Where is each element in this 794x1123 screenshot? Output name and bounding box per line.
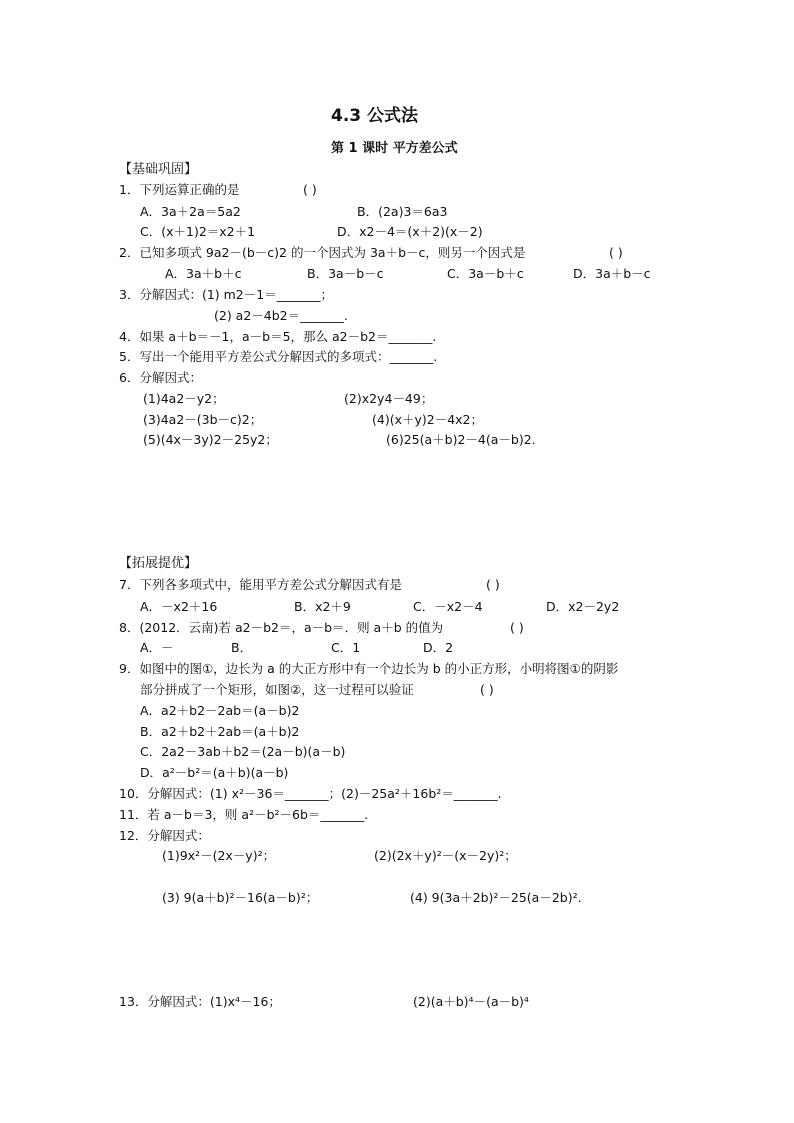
- q2-option-b: B．3a－b－c: [307, 266, 384, 281]
- section-extend: 【拓展提优】: [119, 556, 198, 571]
- q9-option-a: A．a2＋b2－2ab＝(a－b)2: [140, 703, 300, 718]
- q6-part5: (5)(4x－3y)2－25y2；: [143, 432, 278, 447]
- q7-option-a: A．－x2＋16: [140, 599, 218, 614]
- q12-part1: (1)9x²－(2x－y)²；: [162, 848, 276, 863]
- q2-stem: 2．已知多项式 9a2－(b－c)2 的一个因式为 3a＋b－c，则另一个因式是: [119, 245, 526, 260]
- q6-stem: 6．分解因式：: [119, 370, 202, 385]
- q2-option-c: C．3a－b＋c: [447, 266, 524, 281]
- page-subtitle: 第 1 课时 平方差公式: [331, 141, 458, 156]
- q6-part4: (4)(x＋y)2－4x2；: [372, 412, 484, 427]
- q7-option-b: B．x2＋9: [294, 599, 351, 614]
- page-title: 4.3 公式法: [331, 106, 419, 126]
- q8-answer-paren: ( ): [510, 620, 524, 635]
- q8-option-c: C．1: [331, 640, 361, 655]
- q12-part2: (2)(2x＋y)²－(x－2y)²；: [374, 848, 517, 863]
- q7-stem: 7．下列各多项式中，能用平方差公式分解因式有是: [119, 577, 402, 592]
- q11: 11．若 a－b＝3，则 a²－b²－6b＝_______.: [119, 807, 369, 822]
- q6-part1: (1)4a2－y2；: [143, 391, 225, 406]
- q1-option-a: A．3a＋2a＝5a2: [140, 204, 241, 219]
- q10: 10．分解因式：(1) x²－36＝_______；(2)－25a²＋16b²＝_______.: [119, 786, 502, 801]
- q13-stem: 13．分解因式：(1)x⁴－16；: [119, 994, 281, 1009]
- q1-option-b: B．(2a)3＝6a3: [357, 204, 448, 219]
- q3-line2: (2) a2－4b2＝_______.: [214, 308, 348, 323]
- q9-option-c: C．2a2－3ab＋b2＝(2a－b)(a－b): [140, 744, 346, 759]
- q9-option-b: B．a2＋b2＋2ab＝(a＋b)2: [140, 724, 300, 739]
- q7-option-c: C．－x2－4: [413, 599, 483, 614]
- q3-line1: 3．分解因式：(1) m2－1＝_______；: [119, 287, 333, 302]
- q4: 4．如果 a＋b＝－1，a－b＝5，那么 a2－b2＝_______.: [119, 329, 437, 344]
- q1-stem: 1．下列运算正确的是: [119, 182, 240, 197]
- q2-answer-paren: ( ): [609, 245, 623, 260]
- q8-stem: 8．(2012．云南)若 a2－b2＝，a－b＝．则 a＋b 的值为: [119, 620, 444, 635]
- q7-option-d: D．x2－2y2: [546, 599, 620, 614]
- q8-option-b: B．: [231, 640, 253, 655]
- q7-answer-paren: ( ): [486, 577, 500, 592]
- q9-line1: 9．如图中的图①，边长为 a 的大正方形中有一个边长为 b 的小正方形，小明将图①的阴影: [119, 661, 619, 676]
- q6-part3: (3)4a2－(3b－c)2；: [143, 412, 263, 427]
- q2-option-d: D．3a＋b－c: [573, 266, 651, 281]
- q2-option-a: A．3a＋b＋c: [165, 266, 242, 281]
- q6-part2: (2)x2y4－49；: [344, 391, 434, 406]
- q12-stem: 12．分解因式：: [119, 828, 210, 843]
- q8-option-d: D．2: [423, 640, 454, 655]
- q6-part6: (6)25(a＋b)2－4(a－b)2.: [386, 432, 536, 447]
- q12-part3: (3) 9(a＋b)²－16(a－b)²；: [162, 890, 319, 905]
- q1-option-d: D．x2－4＝(x＋2)(x－2): [337, 224, 483, 239]
- q5: 5．写出一个能用平方差公式分解因式的多项式：_______.: [119, 349, 438, 364]
- q13-part2: (2)(a＋b)⁴－(a－b)⁴: [413, 994, 529, 1009]
- q12-part4: (4) 9(3a＋2b)²－25(a－2b)².: [410, 890, 582, 905]
- q1-answer-paren: ( ): [303, 182, 317, 197]
- q8-option-a: A．－: [140, 640, 174, 655]
- q9-line2: 部分拼成了一个矩形，如图②，这一过程可以验证: [140, 682, 414, 697]
- q9-answer-paren: ( ): [480, 682, 494, 697]
- q1-option-c: C．(x＋1)2＝x2＋1: [140, 224, 256, 239]
- q9-option-d: D．a²－b²＝(a＋b)(a－b): [140, 765, 289, 780]
- section-basic: 【基础巩固】: [119, 162, 198, 177]
